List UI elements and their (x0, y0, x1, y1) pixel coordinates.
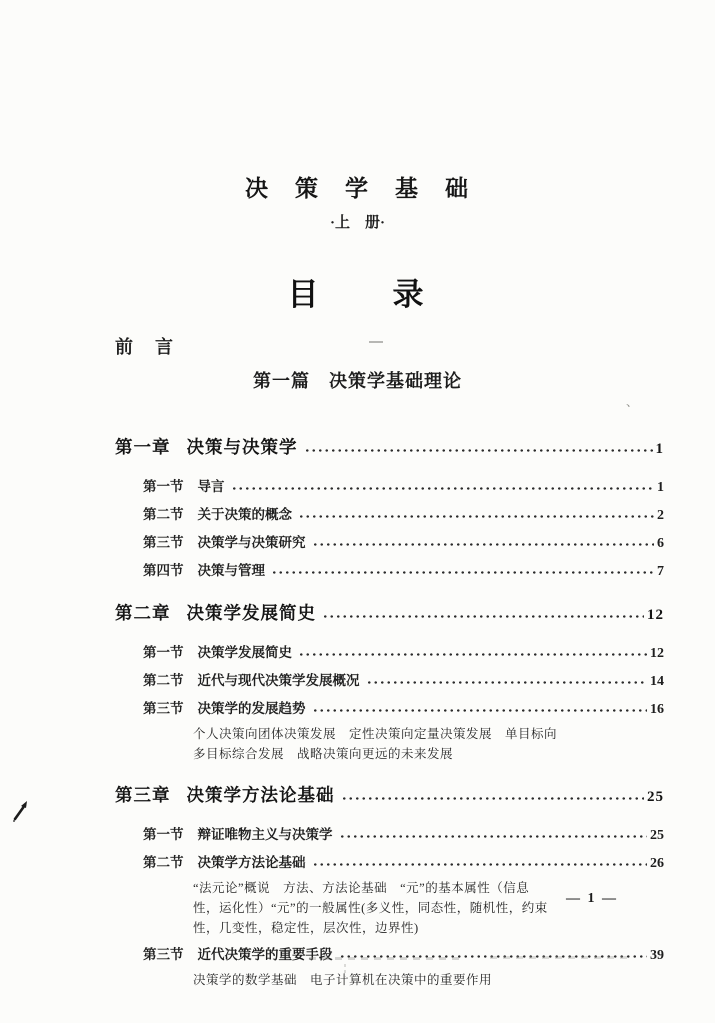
part-one-heading: 第一篇 决策学基础理论 (253, 371, 462, 391)
toc-section-entry (115, 943, 664, 964)
toc-page-number: 1 (657, 480, 664, 495)
scan-dash-artifact (369, 341, 383, 343)
toc-section-entry (115, 697, 664, 718)
toc-note-line: 多目标综合发展 战略决策向更远的未来发展 (193, 747, 454, 761)
toc-chapter-entry (115, 434, 664, 459)
scan-smudge-artifact (490, 956, 630, 959)
toc-page-number: 6 (657, 536, 664, 551)
dot-leader (341, 792, 645, 804)
toc-entry-title: 辩证唯物主义与决策学 (197, 827, 333, 842)
toc-entry-title: 决策学方法论基础 (197, 855, 306, 870)
toc-entry-title: 决策学方法论基础 (186, 785, 335, 805)
toc-note (115, 970, 664, 990)
toc-page-number: 12 (650, 646, 664, 661)
dot-leader (366, 676, 648, 688)
toc-page-number: 14 (650, 674, 664, 689)
toc-note-line: 个人决策向团体决策发展 定性决策向定量决策发展 单目标向 (193, 727, 558, 741)
dot-leader (298, 648, 647, 660)
toc-entry-label: 第二节 (143, 673, 184, 688)
toc-section-entry (115, 669, 664, 690)
toc-page-number: 26 (650, 856, 664, 871)
scan-smudge-artifact (344, 964, 346, 977)
toc-note (115, 724, 664, 764)
dot-leader (271, 566, 654, 578)
dot-leader (312, 538, 655, 550)
toc-entry-title: 决策学发展简史 (186, 603, 316, 623)
toc-note (115, 878, 664, 938)
toc-entry-label: 第一章 (115, 437, 171, 457)
toc-entry-title: 决策学与决策研究 (197, 535, 306, 550)
footer-page-number: — 1 — (566, 891, 618, 906)
toc-note-line: “法元论”概说 方法、方法论基础 “元”的基本属性（信息 (193, 881, 530, 895)
toc-section-entry (115, 531, 664, 552)
dot-leader (304, 444, 653, 456)
toc-entry-label: 第三章 (115, 785, 171, 805)
toc-entry-label: 第四节 (143, 563, 184, 578)
toc-section-entry (115, 641, 664, 662)
toc-entry-label: 第三节 (143, 535, 184, 550)
dot-leader (339, 830, 648, 842)
toc-entry-label: 第二节 (143, 855, 184, 870)
dot-leader (298, 510, 654, 522)
toc-entry-label: 第一节 (143, 645, 184, 660)
toc-chapter-entry (115, 600, 664, 625)
toc-entry-label: 第一节 (143, 827, 184, 842)
toc-entry-label: 第三节 (143, 947, 184, 962)
volume-label: ·上 册· (329, 215, 385, 231)
toc-note-line: 性，几变性，稳定性，层次性，边界性) (193, 921, 419, 935)
toc-chapter-entry (115, 782, 664, 807)
dot-leader (231, 482, 655, 494)
toc-page-number: 25 (647, 789, 664, 805)
toc-section-entry (115, 851, 664, 872)
toc-page-number: 39 (650, 948, 664, 963)
toc-entry-title: 决策与决策学 (186, 437, 298, 457)
toc-note-line: 决策学的数学基础 电子计算机在决策中的重要作用 (193, 973, 493, 987)
toc-section-entry (115, 503, 664, 524)
toc-title: 目 录 (287, 277, 428, 312)
toc-entry-title: 近代与现代决策学发展概况 (197, 673, 360, 688)
toc-page-number: 16 (650, 702, 664, 717)
toc-page-number: 1 (655, 441, 664, 457)
toc-entry-label: 第二节 (143, 507, 184, 522)
book-title: 决 策 学 基 础 (245, 176, 470, 201)
pen-mark-artifact (12, 797, 36, 828)
scan-smudge-artifact (309, 957, 459, 960)
toc-page-number: 12 (647, 607, 664, 623)
dot-leader (312, 704, 648, 716)
toc-entry-title: 导言 (197, 479, 225, 494)
dot-leader (322, 610, 644, 622)
toc-entry-label: 第一节 (143, 479, 184, 494)
toc-page-number: 2 (657, 508, 664, 523)
toc-section-entry (115, 559, 664, 580)
dot-leader (312, 858, 648, 870)
toc-note-line: 性，运化性）“元”的一般属性(多义性，同态性，随机性，约束 (193, 901, 548, 915)
toc-entry-label: 第三节 (143, 701, 184, 716)
scan-speck-artifact: 、 (626, 395, 639, 409)
toc-page-number: 25 (650, 828, 664, 843)
toc-entry-title: 决策与管理 (197, 563, 265, 578)
toc-entry-title: 决策学发展简史 (197, 645, 292, 660)
toc-section-entry (115, 823, 664, 844)
toc-entry-title: 关于决策的概念 (197, 507, 292, 522)
toc-page-number: 7 (657, 564, 664, 579)
toc-entry-title: 决策学的发展趋势 (197, 701, 306, 716)
toc-section-entry (115, 475, 664, 496)
preface-heading: 前 言 (115, 337, 175, 357)
toc-entry-label: 第二章 (115, 603, 171, 623)
toc-entry-title: 近代决策学的重要手段 (197, 947, 333, 962)
